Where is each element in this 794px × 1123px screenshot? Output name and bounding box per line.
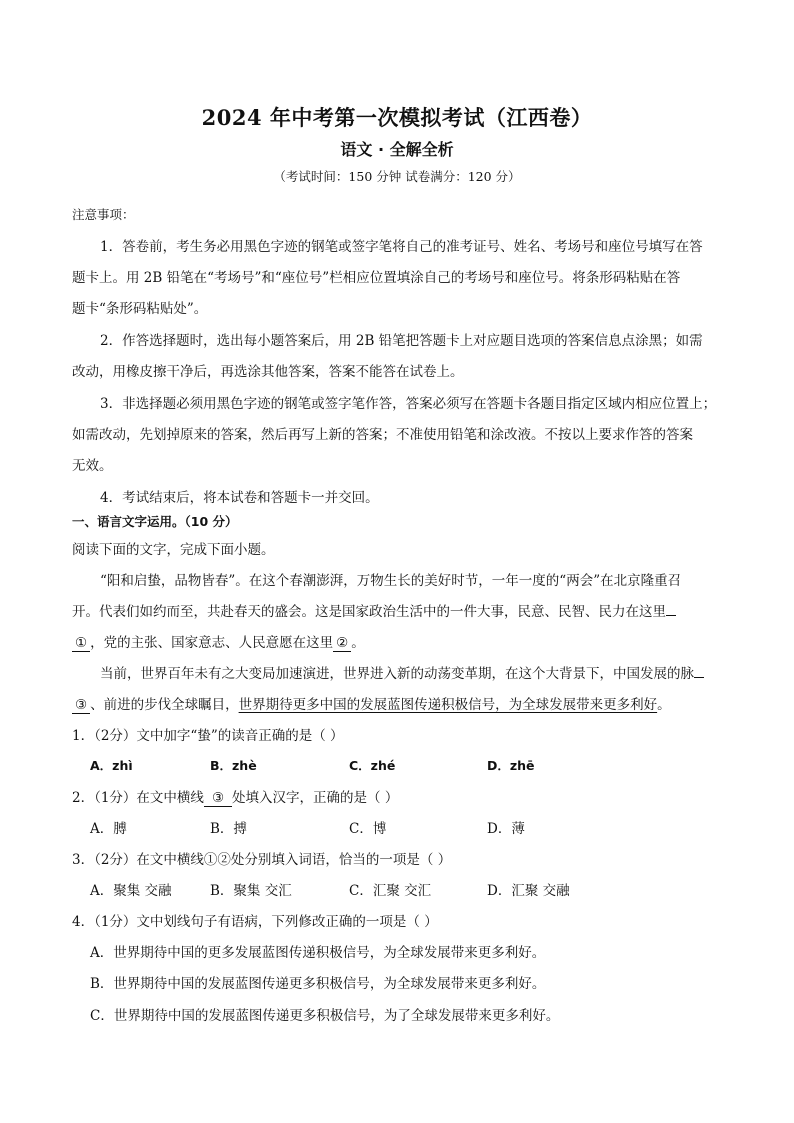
- passage-p1-end: 。: [351, 635, 365, 651]
- passage-p2-text: 、前进的步伐全球瞩目，: [90, 697, 239, 713]
- page-title: 2024 年中考第一次模拟考试（江西卷）: [201, 105, 593, 130]
- notice-item-1-line-1: 1．答卷前，考生务必用黑色字迹的钢笔或签字笔将自己的准考证号、姓名、考场号和座位号填写在答: [100, 239, 703, 255]
- question-2-blank: ③: [204, 791, 232, 807]
- question-3-stem: 3．（2分）在文中横线①②处分别填入词语，恰当的一项是（ ）: [72, 852, 452, 868]
- exam-info: （考试时间：150 分钟 试卷满分：120 分）: [273, 169, 521, 184]
- passage-p1-text: 开。代表们如约而至，共赴春天的盛会。这是国家政治生活中的一件大事，民意、民智、民力在这里: [72, 604, 666, 620]
- notice-item-3-line-1: 3．非选择题必须用黑色字迹的钢笔或签字笔作答，答案必须写在答题卡各题目指定区域内相应位置上；: [100, 396, 717, 412]
- passage-p2-line-2: [72, 693, 671, 714]
- notice-item-3-line-2: 如需改动，先划掉原来的答案，然后再写上新的答案；不准使用铅笔和涂改液。不按以上要求作答的答案: [72, 427, 693, 443]
- notice-heading: 注意事项：: [72, 207, 135, 222]
- question-1-stem: 1．（2分）文中加字“蛰”的读音正确的是（ ）: [72, 728, 344, 744]
- blank-1: ①: [72, 636, 90, 652]
- question-3-option-d[interactable]: D．汇聚 交融: [487, 883, 570, 899]
- question-2-option-b[interactable]: B．搏: [210, 821, 247, 837]
- question-2-option-c[interactable]: C．博: [349, 821, 387, 837]
- underlined-sentence: 世界期待更多中国的发展蓝图传递积极信号，为全球发展带来更多利好: [238, 697, 658, 713]
- passage-p1-line-3: [72, 631, 365, 652]
- notice-item-3-line-3: 无效。: [72, 458, 113, 474]
- question-1-option-b[interactable]: B．zhè: [210, 758, 257, 773]
- question-4-option-b[interactable]: B．世界期待中国的发展蓝图传递更多积极信号，为全球发展带来更多利好。: [90, 976, 546, 992]
- question-2-option-d[interactable]: D．薄: [487, 821, 525, 837]
- passage-p1-line-2: [72, 600, 676, 620]
- question-3-option-b[interactable]: B．聚集 交汇: [210, 883, 292, 899]
- question-2-option-a[interactable]: A．膊: [90, 821, 127, 837]
- passage-p1-text: ，党的主张、国家意志、人民意愿在这里: [90, 635, 334, 651]
- notice-item-4: 4．考试结束后，将本试卷和答题卡一并交回。: [100, 490, 379, 506]
- question-4-option-c[interactable]: C．世界期待中国的发展蓝图传递更多积极信号，为了全球发展带来更多利好。: [90, 1008, 560, 1024]
- question-2-stem-text-end: 处填入汉字，正确的是（ ）: [232, 790, 399, 806]
- question-4-stem: 4．（1分）文中划线句子有语病，下列修改正确的一项是（ ）: [72, 914, 438, 930]
- blank-2: ②: [333, 636, 351, 652]
- passage-p2-line-1: [100, 662, 704, 682]
- question-3-option-a[interactable]: A．聚集 交融: [90, 883, 172, 899]
- passage-p2-text: 当前，世界百年未有之大变局加速演进，世界进入新的动荡变革期，在这个大背景下，中国发展的脉: [100, 666, 694, 682]
- blank-3: ③: [72, 698, 90, 714]
- question-1-option-a[interactable]: A．zhì: [90, 758, 133, 773]
- question-3-option-c[interactable]: C．汇聚 交汇: [349, 883, 432, 899]
- question-1-option-c[interactable]: C．zhé: [349, 758, 396, 773]
- page-subtitle: 语文 · 全解全析: [340, 140, 454, 159]
- question-2-stem-text: 2．（1分）在文中横线: [72, 790, 204, 806]
- section-1-instruction: 阅读下面的文字，完成下面小题。: [72, 542, 275, 558]
- question-4-option-a[interactable]: A．世界期待中国的更多发展蓝图传递积极信号，为全球发展带来更多利好。: [90, 945, 546, 961]
- notice-item-1-line-3: 题卡“条形码粘贴处”。: [72, 301, 208, 317]
- notice-item-2-line-1: 2．作答选择题时，选出每小题答案后，用 2B 铅笔把答题卡上对应题目选项的答案信息点涂黑；如需: [100, 333, 703, 349]
- notice-item-2-line-2: 改动，用橡皮擦干净后，再选涂其他答案，答案不能答在试卷上。: [72, 364, 464, 380]
- section-1-heading: 一、语言文字运用。（10 分）: [72, 514, 238, 529]
- question-2-stem: [72, 786, 398, 807]
- notice-item-1-line-2: 题卡上。用 2B 铅笔在“考场号”和“座位号”栏相应位置填涂自己的考场号和座位号。将条形码粘贴在答: [72, 270, 681, 286]
- passage-p2-end: 。: [657, 697, 671, 713]
- passage-p1-line-1: “阳和启蛰，品物皆春”。在这个春潮澎湃，万物生长的美好时节，一年一度的“两会”在北京隆重召: [100, 573, 682, 589]
- question-1-option-d[interactable]: D．zhē: [487, 758, 535, 773]
